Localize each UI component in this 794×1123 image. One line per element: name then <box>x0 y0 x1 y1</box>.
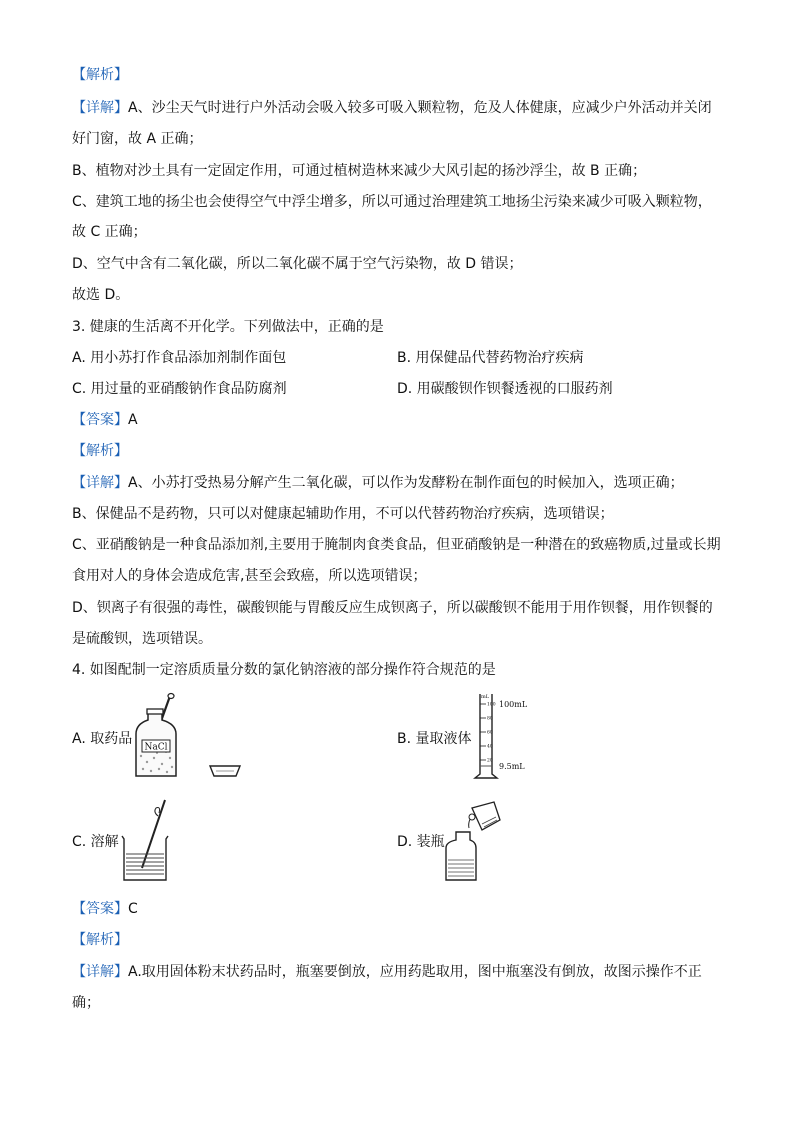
answer-value: A <box>128 412 138 428</box>
cylinder-capacity: 100mL <box>499 700 528 709</box>
question-3-stem: 3. 健康的生活离不开化学。下列做法中，正确的是 <box>72 319 384 335</box>
tick-label: 40 <box>487 744 493 750</box>
detail-c-line2: 故 C 正确； <box>72 224 147 240</box>
question-4-stem: 4. 如图配制一定溶质质量分数的氯化钠溶液的部分操作符合规范的是 <box>72 662 496 678</box>
dissolve-figure <box>118 796 176 884</box>
tick-label: 80 <box>487 716 493 722</box>
detail-paragraph <box>72 962 702 982</box>
q3-option-a: A. 用小苏打作食品添加剂制作面包 <box>72 350 287 366</box>
detail-continuation: 好门窗，故 A 正确； <box>72 131 203 147</box>
answer-tag: 【答案】 <box>72 412 128 428</box>
detail-b: B、植物对沙土具有一定固定作用，可通过植树造林来减少大风引起的扬沙浮尘，故 B 正确； <box>72 163 647 179</box>
detail-d-line2: 是硫酸钡，选项错误。 <box>72 631 212 647</box>
rod-motion-arrow <box>155 808 160 816</box>
cylinder-unit: mL <box>481 694 490 700</box>
answer-tag: 【答案】 <box>72 901 128 917</box>
detail-tag: 【详解】 <box>72 100 128 116</box>
q3-option-c: C. 用过量的亚硝酸钠作食品防腐剂 <box>72 381 287 397</box>
answer-value: C <box>128 901 138 917</box>
detail-c-line2: 食用对人的身体会造成危害,甚至会致癌，所以选项错误； <box>72 568 427 584</box>
tick-label: 100 <box>487 702 496 708</box>
q4-option-d: D. 装瓶 <box>397 834 445 850</box>
detail-c-line1: C、建筑工地的扬尘也会使得空气中浮尘增多，所以可通过治理建筑工地扬尘污染来减少可吸入颗粒物， <box>72 194 712 210</box>
q4-option-a: A. 取药品 <box>72 731 133 747</box>
q3-option-d: D. 用碳酸钡作钡餐透视的口服药剂 <box>397 381 613 397</box>
analysis-heading: 【解析】 <box>72 67 128 83</box>
detail-d: D、空气中含有二氧化碳，所以二氧化碳不属于空气污染物，故 D 错误； <box>72 256 523 272</box>
q4-option-b: B. 量取液体 <box>397 731 472 747</box>
reagent-bottle <box>446 832 476 880</box>
detail-c-line1: C、亚硝酸钠是一种食品添加剂,主要用于腌制肉食类食品，但亚硝酸钠是一种潜在的致癌物质,过量或长期 <box>72 537 721 553</box>
analysis-heading: 【解析】 <box>72 443 128 459</box>
detail-tag: 【详解】 <box>72 475 128 491</box>
detail-b: B、保健品不是药物，只可以对健康起辅助作用，不可以代替药物治疗疾病，选项错误； <box>72 506 614 522</box>
detail-paragraph <box>72 98 712 118</box>
detail-text: A、沙尘天气时进行户外活动会吸入较多可吸入颗粒物，危及人体健康，应减少户外活动并关闭 <box>128 100 712 116</box>
measuring-cylinder-figure <box>472 692 538 782</box>
q3-answer <box>72 410 138 430</box>
tick-label: 60 <box>487 730 493 736</box>
detail-tag: 【详解】 <box>72 964 128 980</box>
detail-d-line1: D、钡离子有很强的毒性，碳酸钡能与胃酸反应生成钡离子，所以碳酸钡不能用于用作钡餐，用作钡餐的 <box>72 600 713 616</box>
q4-answer <box>72 899 138 919</box>
detail-text: A.取用固体粉末状药品时，瓶塞要倒放，应用药匙取用，图中瓶塞没有倒放，故图示操作不正 <box>128 964 702 980</box>
bottle-stopper <box>147 709 163 714</box>
detail-continuation: 确； <box>72 995 100 1011</box>
q3-option-b: B. 用保健品代替药物治疗疾病 <box>397 350 584 366</box>
bottling-figure <box>442 800 506 882</box>
bottle-label-text: NaCl <box>144 742 168 753</box>
choose-answer: 故选 D。 <box>72 287 130 303</box>
detail-text: A、小苏打受热易分解产生二氧化碳，可以作为发酵粉在制作面包的时候加入，选项正确； <box>128 475 684 491</box>
take-reagent-figure <box>132 692 244 780</box>
spoon-tip <box>168 694 174 699</box>
volume-reading: 9.5mL <box>499 762 525 771</box>
tick-label: 20 <box>487 758 493 764</box>
analysis-heading: 【解析】 <box>72 932 128 948</box>
detail-paragraph <box>72 473 684 493</box>
q4-option-c: C. 溶解 <box>72 834 119 850</box>
